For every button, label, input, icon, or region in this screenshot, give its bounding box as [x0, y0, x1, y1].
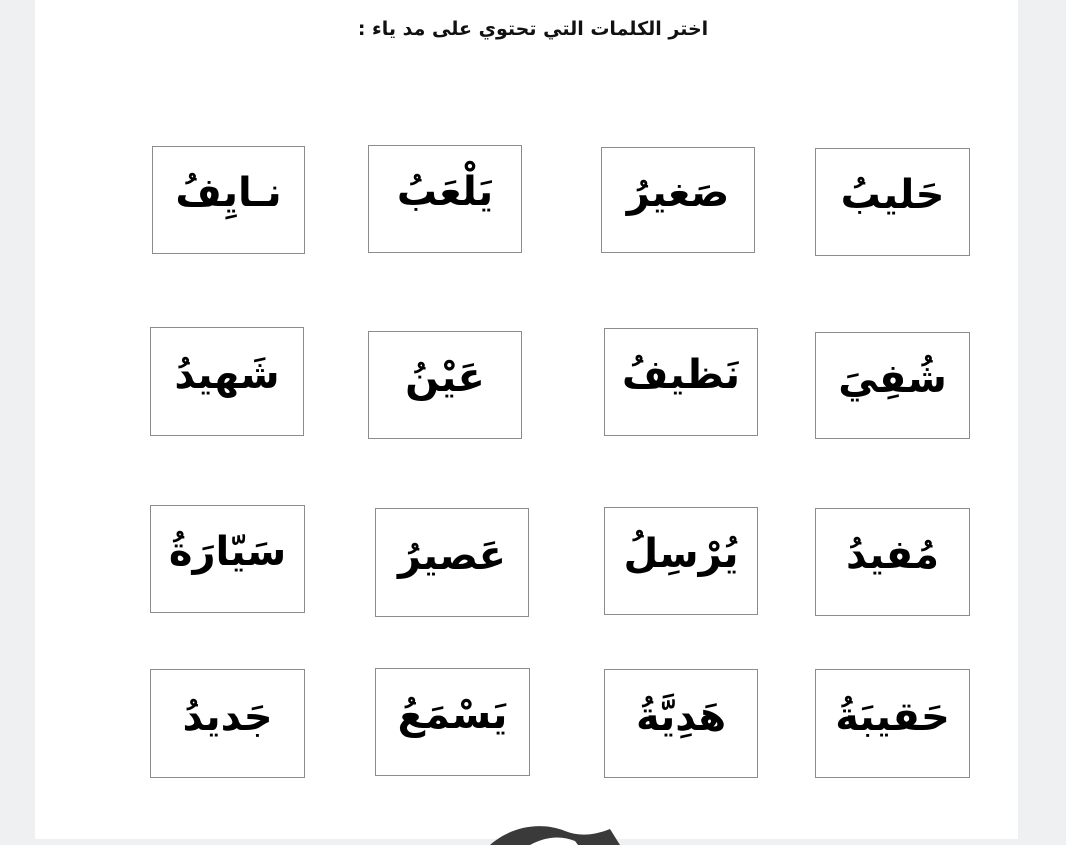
- word-card[interactable]: [815, 508, 970, 616]
- word-text: جَديدُ: [182, 693, 273, 740]
- word-card[interactable]: [815, 148, 970, 256]
- word-text: مُفيدُ: [846, 532, 939, 578]
- word-card[interactable]: [150, 669, 305, 778]
- word-card[interactable]: [375, 508, 529, 617]
- word-card[interactable]: [604, 328, 758, 436]
- word-text: حَليبُ: [840, 172, 945, 218]
- word-card[interactable]: [604, 669, 758, 778]
- word-card[interactable]: [368, 145, 522, 253]
- word-text: شَهيدُ: [174, 351, 280, 398]
- word-card[interactable]: [815, 669, 970, 778]
- word-text: عَيْنُ: [405, 355, 485, 401]
- word-card[interactable]: [368, 331, 522, 439]
- word-card[interactable]: [815, 332, 970, 439]
- word-text: يَلْعَبُ: [396, 169, 494, 215]
- word-text: هَدِيَّةُ: [635, 693, 727, 740]
- word-text: نَظيفُ: [622, 352, 740, 398]
- word-card[interactable]: [150, 327, 304, 436]
- word-text: عَصيرُ: [398, 532, 506, 579]
- word-card[interactable]: [601, 147, 755, 253]
- footer-logo-icon: [470, 815, 650, 845]
- word-text: نـايِفُ: [175, 170, 282, 216]
- word-text: يُرْسِلُ: [623, 531, 739, 577]
- word-card[interactable]: [150, 505, 305, 613]
- word-text: يَسْمَعُ: [397, 692, 508, 738]
- word-card[interactable]: [152, 146, 305, 254]
- word-text: شُفِيَ: [838, 355, 947, 402]
- word-text: صَغيرُ: [626, 170, 730, 216]
- word-text: حَقيبَةُ: [835, 693, 950, 740]
- word-card[interactable]: [375, 668, 530, 776]
- word-card[interactable]: [604, 507, 758, 615]
- worksheet-instruction: اختر الكلمات التي تحتوي على مد ياء :: [357, 18, 709, 40]
- word-text: سَيّارَةُ: [168, 529, 287, 575]
